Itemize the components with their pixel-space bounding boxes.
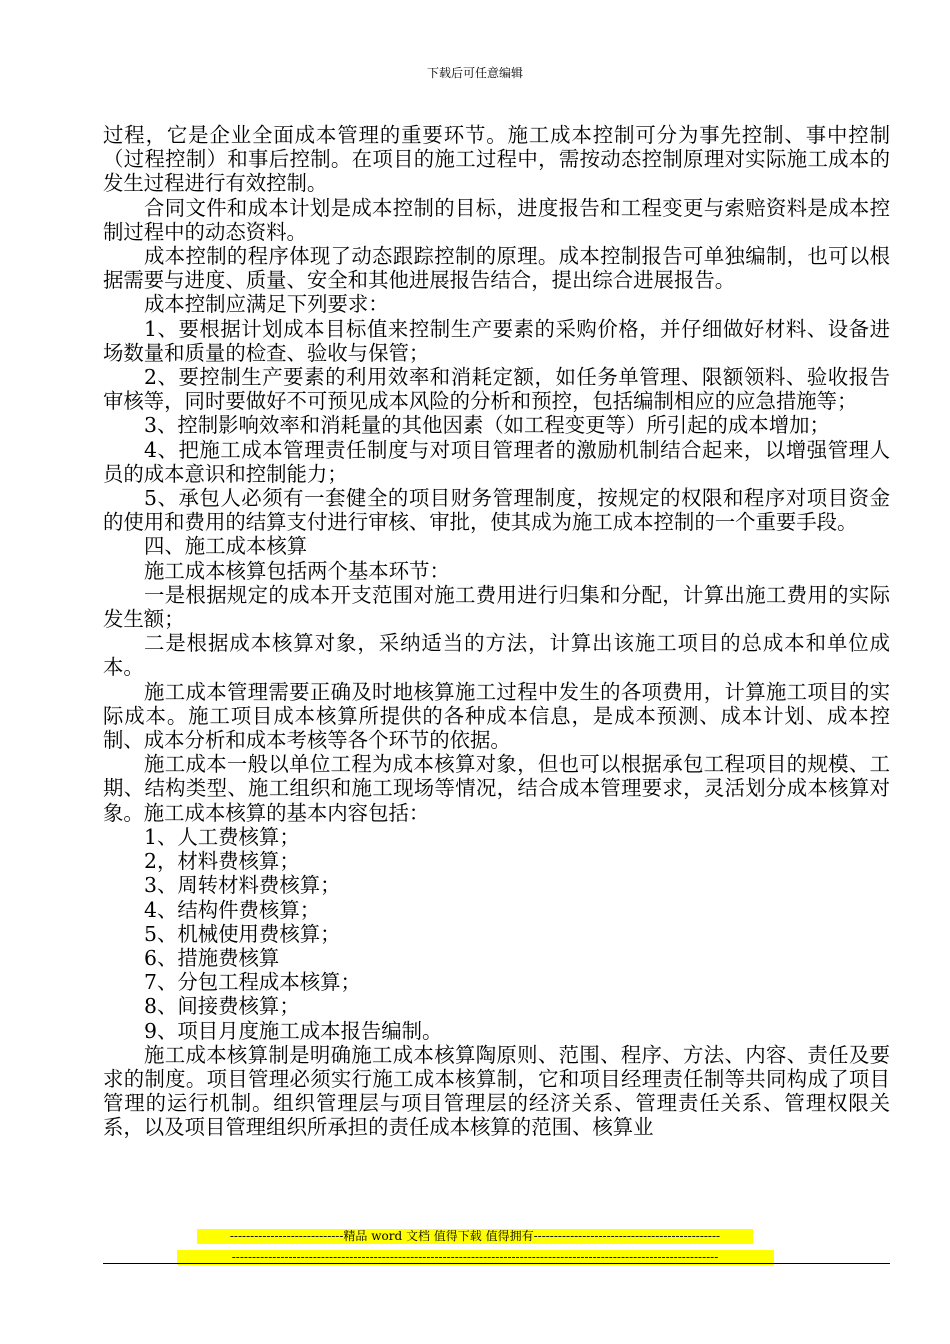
section-heading: 四、施工成本核算 [144,534,308,559]
paragraph: 成本控制的程序体现了动态跟踪控制的原理。成本控制报告可单独编制，也可以根据需要与进度、质量、安全和其他进展报告结合，提出综合进展报告。 [103,244,890,293]
list-item: 2，材料费核算； [144,849,300,874]
footer-promo-line: ----------------------------精品 word 文档 值得下载 值得拥有---------------------------------------------- [197,1229,753,1244]
paragraph: 二是根据成本核算对象，采纳适当的方法，计算出该施工项目的总成本和单位成本。 [103,631,890,680]
list-item: 5、机械使用费核算； [144,921,341,946]
page-header-note: 下载后可任意编辑 [426,66,523,80]
list-item: 1、人工费核算； [144,824,300,849]
paragraph: 施工成本核算制是明确施工成本核算陶原则、范围、程序、方法、内容、责任及要求的制度。项目管理必须实行施工成本核算制，它和项目经理责任制等共同构成了项目管理的运行机制。组织管理层与项目管理层的经济关系、管理责任关系、管理权限关系，以及项目管理组织所承担的责任成本核算的范围、核算业 [103,1042,890,1140]
list-item: 3、控制影响效率和消耗量的其他因素（如工程变更等）所引起的成本增加； [144,413,830,438]
paragraph: 施工成本核算包括两个基本环节： [144,558,450,583]
document-body [103,123,890,1140]
paragraph: 过程，它是企业全面成本管理的重要环节。施工成本控制可分为事先控制、事中控制（过程控制）和事后控制。在项目的施工过程中，需按动态控制原理对实际施工成本的发生过程进行有效控制。 [103,123,890,196]
list-item: 8、间接费核算； [144,994,300,1019]
paragraph: 合同文件和成本计划是成本控制的目标，进度报告和工程变更与索赔资料是成本控制过程中的动态资料。 [103,195,890,244]
list-item: 4、把施工成本管理责任制度与对项目管理者的激励机制结合起来，以增强管理人员的成本意识和控制能力； [103,437,890,486]
list-item: 9、项目月度施工成本报告编制。 [144,1018,443,1043]
footer-divider [103,1263,890,1264]
paragraph: 施工成本一般以单位工程为成本核算对象，但也可以根据承包工程项目的规模、工期、结构类型、施工组织和施工现场等情况，结合成本管理要求，灵活划分成本核算对象。施工成本核算的基本内容包括： [103,752,890,825]
footer-dash-line: ------------------------------------------------------------------------------------------------------------------------ [177,1250,774,1265]
list-item: 1、要根据计划成本目标值来控制生产要素的采购价格，并仔细做好材料、设备进场数量和质量的检查、验收与保管； [103,316,890,365]
list-item: 7、分包工程成本核算； [144,970,361,995]
list-item: 4、结构件费核算； [144,897,321,922]
list-item: 2、要控制生产要素的利用效率和消耗定额，如任务单管理、限额领料、验收报告审核等，同时要做好不可预见成本风险的分析和预控，包括编制相应的应急措施等； [103,365,890,414]
paragraph: 成本控制应满足下列要求： [144,292,389,317]
paragraph: 一是根据规定的成本开支范围对施工费用进行归集和分配，计算出施工费用的实际发生额； [103,582,890,632]
paragraph: 施工成本管理需要正确及时地核算施工过程中发生的各项费用，计算施工项目的实际成本。施工项目成本核算所提供的各种成本信息，是成本预测、成本计划、成本控制、成本分析和成本考核等各个环节的依据。 [103,679,890,753]
list-item: 5、承包人必须有一套健全的项目财务管理制度，按规定的权限和程序对项目资金的使用和费用的结算支付进行审核、审批，使其成为施工成本控制的一个重要手段。 [103,486,890,535]
list-item: 6、措施费核算 [144,945,280,970]
list-item: 3、周转材料费核算； [144,873,341,898]
